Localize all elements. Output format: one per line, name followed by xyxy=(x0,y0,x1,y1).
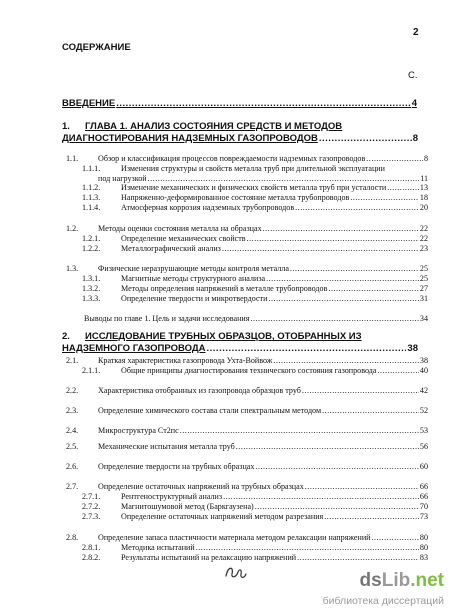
toc-entry-page: 66 xyxy=(419,492,428,501)
toc-entry-title: Магнитные методы структурного анализа xyxy=(121,274,266,283)
leader-dots xyxy=(148,174,420,183)
toc-entry-title: ГЛАВА 1. АНАЛИЗ СОСТОЯНИЯ СРЕДСТВ И МЕТОДОВ xyxy=(85,121,343,132)
toc-entry-page: 22 xyxy=(419,234,428,243)
toc-entry-page: 73 xyxy=(419,512,428,521)
toc-entry-page: 52 xyxy=(419,406,428,415)
leader-dots xyxy=(302,386,419,395)
leader-dots xyxy=(324,512,419,521)
leader-dots xyxy=(255,462,418,471)
toc-entry-page: 80 xyxy=(419,533,428,542)
page-column-label: С. xyxy=(408,70,418,81)
leader-dots xyxy=(116,98,411,109)
leader-dots xyxy=(180,426,419,435)
toc-entry-title-cont: ДИАГНОСТИРОВАНИЯ НАДЗЕМНЫХ ГАЗОПРОВОДОВ xyxy=(62,133,318,144)
toc-entry-number: 2.5. xyxy=(66,442,79,451)
leader-dots xyxy=(387,183,419,192)
toc-entry-title: Выводы по главе 1. Цель и задачи исследования xyxy=(84,314,250,323)
toc-entry-title: Физические неразрушающие методы контроля металла xyxy=(98,264,289,273)
toc-entry-number: 1.1.3. xyxy=(82,193,101,202)
toc-entry-page: 80 xyxy=(419,543,428,552)
toc-entry-page: 4 xyxy=(411,98,417,109)
toc-entry-title: Определение химического состава стали спектральным методом xyxy=(98,406,322,415)
watermark-subtitle: библиотека диссертаций xyxy=(322,595,444,607)
toc-entry-number: 2.1.1. xyxy=(82,366,101,375)
toc-entry-page: 60 xyxy=(419,462,428,471)
toc-entry-page: 42 xyxy=(419,386,428,395)
toc-entry-title: Микроструктура Ст2пс xyxy=(98,426,179,435)
toc-entry-page: 13 xyxy=(419,183,428,192)
toc-entry-page: 25 xyxy=(419,274,428,283)
leader-dots xyxy=(290,264,419,273)
leader-dots xyxy=(196,543,419,552)
toc-entry-page: 66 xyxy=(419,482,428,491)
leader-dots xyxy=(222,244,419,253)
toc-entry-title: Металлографический анализ xyxy=(121,244,221,253)
leader-dots xyxy=(266,274,419,283)
leader-dots xyxy=(297,553,419,562)
leader-dots xyxy=(263,224,419,233)
toc-entry-number: 1. xyxy=(62,121,70,132)
toc-entry-page: 31 xyxy=(419,294,428,303)
toc-entry-page: 40 xyxy=(419,366,428,375)
toc-entry-title: Магнитошумовой метод (Баркгаузена) xyxy=(121,502,254,511)
toc-entry-page: 8 xyxy=(412,133,418,144)
leader-dots xyxy=(378,366,419,375)
toc-entry-title: Характеристика отобранных из газопровода образцов труб xyxy=(98,386,301,395)
toc-entry-number: 2. xyxy=(62,331,70,342)
toc-entry-page: 23 xyxy=(419,244,428,253)
toc-entry-title: Методы определения напряжений в металле трубопроводов xyxy=(121,284,328,293)
toc-heading: СОДЕРЖАНИЕ xyxy=(62,42,131,53)
toc-entry-title: Методы оценки состояния металла на образцах xyxy=(98,224,262,233)
toc-entry-title: Общие принципы диагностирования технического состояния газопровода xyxy=(121,366,377,375)
toc-entry-page: 70 xyxy=(419,502,428,511)
toc-entry-number: 1.3.2. xyxy=(82,284,101,293)
leader-dots xyxy=(223,492,419,501)
toc-entry-number: 1.2.1. xyxy=(82,234,101,243)
toc-entry-number: 2.3. xyxy=(66,406,79,415)
toc-entry-number: 2.6. xyxy=(66,462,79,471)
toc-entry-page: 53 xyxy=(419,426,428,435)
toc-entry-page: 38 xyxy=(407,343,418,354)
leader-dots xyxy=(273,356,418,365)
leader-dots xyxy=(305,482,419,491)
toc-entry-page: 38 xyxy=(419,356,428,365)
leader-dots xyxy=(350,193,419,202)
toc-entry-number: 1.1.1. xyxy=(82,164,101,173)
page-number: 2 xyxy=(413,27,419,38)
leader-dots xyxy=(328,284,419,293)
leader-dots xyxy=(371,533,418,542)
toc-entry-number: 2.1. xyxy=(66,356,79,365)
leader-dots xyxy=(268,294,418,303)
toc-entry-page: 34 xyxy=(419,314,428,323)
toc-entry-number: 1.1. xyxy=(66,154,79,163)
leader-dots xyxy=(250,314,418,323)
leader-dots xyxy=(366,154,423,163)
toc-entry-number: 2.8.2. xyxy=(82,553,101,562)
toc-entry-number: 1.3.3. xyxy=(82,294,101,303)
toc-entry-number: 1.3. xyxy=(66,264,79,273)
toc-entry-page: 22 xyxy=(419,224,428,233)
handwritten-signature xyxy=(222,562,248,582)
dslib-watermark xyxy=(318,570,444,610)
toc-entry-number: 1.1.4. xyxy=(82,203,101,212)
toc-entry-number: 2.8. xyxy=(66,533,79,542)
toc-entry-page: 18 xyxy=(419,193,428,202)
toc-entry-page: 20 xyxy=(419,203,428,212)
toc-entry-number: 1.3.1. xyxy=(82,274,101,283)
toc-entry-number: 1.2.2. xyxy=(82,244,101,253)
leader-dots xyxy=(247,234,419,243)
toc-entry-title: Определение запаса пластичности материала методом релаксации напряжений xyxy=(98,533,371,542)
toc-entry-page: 11 xyxy=(420,174,428,183)
toc-entry-number: 2.7. xyxy=(66,482,79,491)
toc-entry-title: Атмосферная коррозия надземных трубопроводов xyxy=(121,203,295,212)
toc-entry-number: 2.7.2. xyxy=(82,502,101,511)
toc-entry-title: Результаты испытаний на релаксацию напряжений xyxy=(121,553,297,562)
toc-entry-title: Краткая характеристика газопровода Ухта-Войвож xyxy=(98,356,273,365)
toc-entry-number: 2.2. xyxy=(66,386,79,395)
toc-entry-title: Изменения структуры и свойств металла труб при длительной эксплуатации xyxy=(121,164,385,173)
toc-entry-title: Обзор и классификация процессов повреждаемости надземных газопроводов xyxy=(98,154,366,163)
leader-dots xyxy=(236,442,419,451)
toc-entry-page: 27 xyxy=(419,284,428,293)
toc-entry-number: 1.2. xyxy=(66,224,79,233)
toc-entry-page: 25 xyxy=(419,264,428,273)
leader-dots xyxy=(207,343,407,354)
toc-entry-title-cont: под нагрузкой xyxy=(98,174,147,183)
toc-entry-title: Определение твердости и микротвердости xyxy=(121,294,268,303)
toc-entry-number: 2.7.1. xyxy=(82,492,101,501)
toc-entry-number: 2.4. xyxy=(66,426,79,435)
toc-entry-page: 83 xyxy=(419,553,428,562)
toc-entry-title: Механические испытания металла труб xyxy=(98,442,235,451)
leader-dots xyxy=(319,133,412,144)
toc-entry-number: 1.1.2. xyxy=(82,183,101,192)
toc-entry-title-cont: НАДЗЕМНОГО ГАЗОПРОВОДА xyxy=(62,343,206,354)
dslib-logo: dsLib.net xyxy=(359,570,444,591)
toc-entry-number: 2.7.3. xyxy=(82,512,101,521)
toc-entry-title: Рентгеноструктурный анализ xyxy=(121,492,223,501)
toc-entry-title: Методика испытаний xyxy=(121,543,195,552)
toc-entry-title: Определение механических свойств xyxy=(121,234,246,243)
leader-dots xyxy=(322,406,419,415)
leader-dots xyxy=(255,502,419,511)
toc-entry-page: 8 xyxy=(423,154,428,163)
toc-entry-title: Определение остаточных напряжений методом разрезания xyxy=(121,512,324,521)
toc-entry-number: 2.8.1. xyxy=(82,543,101,552)
toc-entry-title: ИССЛЕДОВАНИЕ ТРУБНЫХ ОБРАЗЦОВ, ОТОБРАННЫХ ИЗ xyxy=(85,331,362,342)
leader-dots xyxy=(295,203,419,212)
toc-entry-title: Изменение механических и физических свойств металла труб при усталости xyxy=(121,183,387,192)
toc-entry-page: 56 xyxy=(419,442,428,451)
toc-entry-title: Определение твердости на трубных образцах xyxy=(98,462,255,471)
toc-entry-title: ВВЕДЕНИЕ xyxy=(62,98,116,109)
toc-entry-title: Определение остаточных напряжений на трубных образцах xyxy=(98,482,304,491)
toc-entry-title: Напряженно-деформированное состояние металла трубопроводов xyxy=(121,193,350,202)
